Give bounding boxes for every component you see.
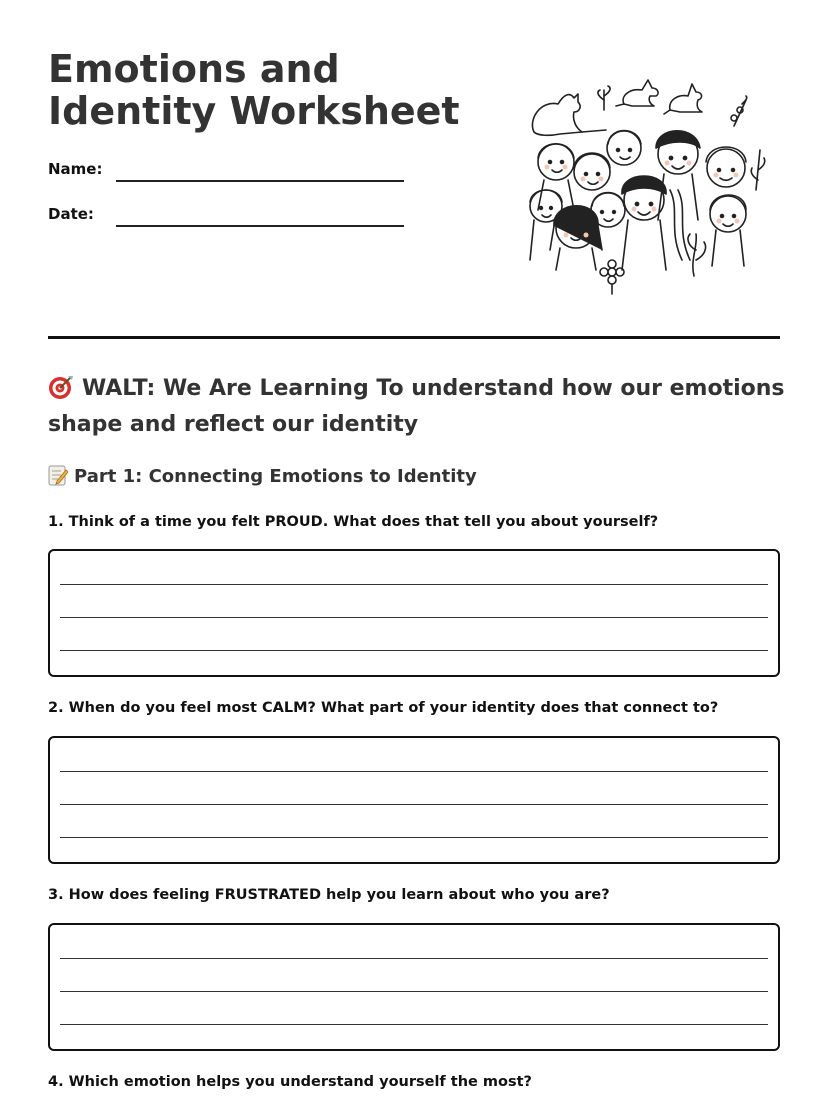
- flower-drawing: [600, 260, 624, 294]
- answer-line[interactable]: [60, 650, 768, 651]
- name-write-line[interactable]: [116, 180, 404, 182]
- kangaroo-drawing: [532, 94, 606, 135]
- child-drawing: [538, 144, 574, 210]
- target-icon: [48, 374, 74, 400]
- answer-line[interactable]: [60, 804, 768, 805]
- question-2: 2. When do you feel most CALM? What part of your identity does that connect to?: [48, 700, 719, 716]
- name-field[interactable]: [48, 160, 408, 190]
- answer-box-2[interactable]: [48, 736, 780, 864]
- page-title: Emotions and Identity Worksheet: [48, 47, 460, 133]
- answer-box-1[interactable]: [48, 549, 780, 677]
- child-drawing: [622, 176, 690, 270]
- child-drawing: [706, 147, 746, 187]
- part1-heading: [48, 464, 477, 490]
- answer-line[interactable]: [60, 958, 768, 959]
- question-1: 1. Think of a time you felt PROUD. What does that tell you about yourself?: [48, 514, 659, 530]
- walt-text: WALT: We Are Learning To understand how our emotions shape and reflect our identity: [48, 376, 785, 437]
- name-label: Name:: [48, 160, 103, 178]
- answer-line[interactable]: [60, 991, 768, 992]
- answer-line[interactable]: [60, 617, 768, 618]
- date-write-line[interactable]: [116, 225, 404, 227]
- child-drawing: [591, 193, 625, 228]
- section-divider: [48, 336, 780, 339]
- answer-line[interactable]: [60, 771, 768, 772]
- kangaroo-drawing: [664, 84, 702, 114]
- answer-box-3[interactable]: [48, 923, 780, 1051]
- date-label: Date:: [48, 205, 94, 223]
- children-illustration: [520, 70, 770, 300]
- memo-icon: [48, 464, 68, 486]
- question-3: 3. How does feeling FRUSTRATED help you learn about who you are?: [48, 887, 610, 903]
- child-drawing: [550, 206, 602, 270]
- kangaroo-drawing: [616, 80, 658, 106]
- answer-line[interactable]: [60, 584, 768, 585]
- answer-line[interactable]: [60, 1024, 768, 1025]
- question-4: 4. Which emotion helps you understand yourself the most?: [48, 1074, 532, 1090]
- walt-heading: [48, 371, 788, 443]
- child-drawing: [710, 195, 746, 266]
- answer-line[interactable]: [60, 837, 768, 838]
- date-field[interactable]: [48, 205, 408, 235]
- child-drawing: [574, 153, 610, 190]
- part1-heading-text: Part 1: Connecting Emotions to Identity: [74, 466, 477, 487]
- child-drawing: [607, 131, 641, 166]
